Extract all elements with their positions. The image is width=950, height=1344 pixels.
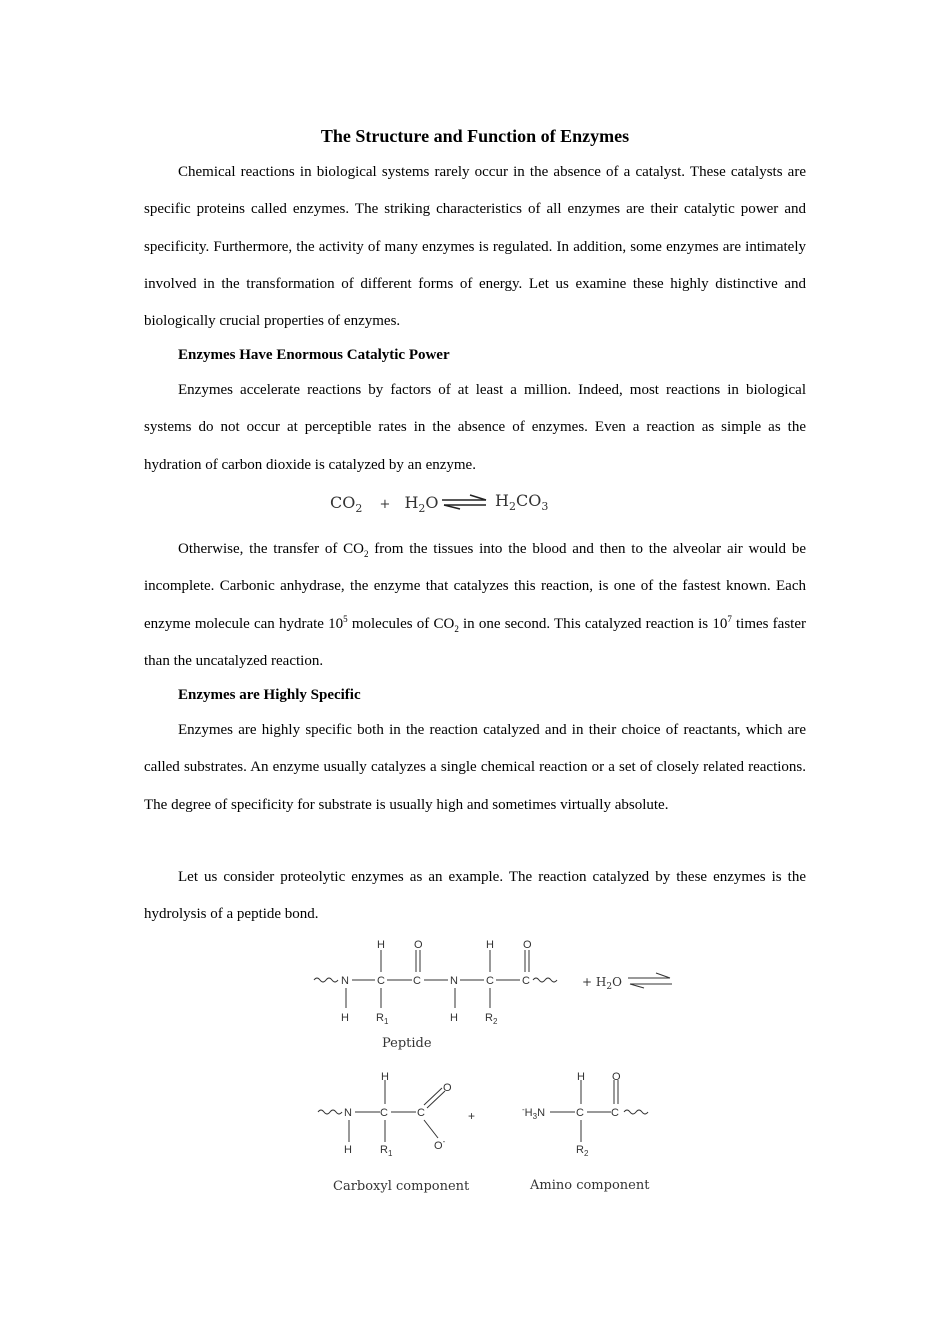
- svg-text:O: O: [443, 1082, 452, 1094]
- svg-text:O: O: [414, 939, 423, 951]
- svg-text:H: H: [450, 1012, 458, 1024]
- svg-text:R2: $R_2$: [576, 1144, 589, 1158]
- section-heading-catalytic-power: Enzymes Have Enormous Catalytic Power: [178, 347, 450, 363]
- peptide-caption: Peptide: [382, 1036, 432, 1051]
- svg-text:+ H2O: + $H_2O$: [582, 975, 622, 992]
- svg-text:R2: $R_2$: [485, 1012, 498, 1026]
- svg-text:C: C: [417, 1107, 425, 1119]
- section-heading-specificity: Enzymes are Highly Specific: [178, 687, 361, 703]
- svg-text:C: C: [380, 1107, 388, 1119]
- amino-caption: Amino component: [530, 1178, 650, 1193]
- svg-text:N: N: [341, 975, 349, 987]
- svg-text:R1: $R_1$: [380, 1144, 393, 1158]
- svg-text:C: C: [377, 975, 385, 987]
- carbonic-anhydrase-paragraph: Otherwise, the transfer of $CO_2$ from the tissues into the blood and then to the alveolar air would be incomplete. Carbonic anhydrase, the enzyme that catalyzes this reaction, is one of the fastest known. Each enzyme molecule can hydrate $10^5$ molecules of $CO_2$ in one second. This catalyzed reaction is $10^7$ times faster than the uncatalyzed reaction.: [144, 541, 806, 669]
- svg-text:H: H: [381, 1071, 389, 1083]
- peptide-hydrolysis-diagram: [300, 930, 700, 1210]
- svg-text:C: C: [522, 975, 530, 987]
- svg-text:O-: O-: [434, 1137, 446, 1152]
- svg-text:N: N: [344, 1107, 352, 1119]
- svg-text:-H3N: $^-H_3N$: [522, 1105, 546, 1121]
- svg-text:C: C: [486, 975, 494, 987]
- svg-text:C: C: [413, 975, 421, 987]
- wavy-bond-left-icon: [314, 978, 338, 982]
- specificity-paragraph: Enzymes are highly specific both in the reaction catalyzed and in their choice of reactants, which are called substrates. An enzyme usually catalyzes a single chemical reaction or a set of closely related reactions. The degree of specificity for substrate is usually high and sometimes virtually absolute.: [144, 722, 806, 813]
- svg-text:C: C: [611, 1107, 619, 1119]
- wavy-bond-right-icon: [533, 978, 557, 982]
- svg-text:H: H: [344, 1144, 352, 1156]
- equilibrium-arrow-icon: [440, 494, 490, 510]
- svg-text:+: +: [468, 1109, 476, 1123]
- proteolytic-paragraph: Let us consider proteolytic enzymes as an example. The reaction catalyzed by these enzymes is the hydrolysis of a peptide bond.: [144, 869, 806, 923]
- svg-text:H: H: [486, 939, 494, 951]
- intro-paragraph: Chemical reactions in biological systems rarely occur in the absence of a catalyst. These catalysts are specific proteins called enzymes. The striking characteristics of all enzymes are their catalytic power and specificity. Furthermore, the activity of many enzymes is regulated. In addition, some enzymes are intimately involved in the transformation of different forms of energy. Let us examine these highly distinctive and biologically crucial properties of enzymes.: [144, 164, 806, 330]
- svg-text:N: N: [450, 975, 458, 987]
- carboxyl-caption: Carboxyl component: [333, 1179, 470, 1194]
- catalytic-power-paragraph: Enzymes accelerate reactions by factors of at least a million. Indeed, most reactions in biological systems do not occur at perceptible rates in the absence of enzymes. Even a reaction as simple as the hydration of carbon dioxide is catalyzed by an enzyme.: [144, 382, 806, 473]
- equation-product: $H_2CO_3$: [495, 491, 549, 514]
- svg-text:C: C: [576, 1107, 584, 1119]
- svg-text:O: O: [523, 939, 532, 951]
- svg-text:O: O: [612, 1071, 621, 1083]
- page-title: The Structure and Function of Enzymes: [320, 126, 630, 146]
- svg-text:H: H: [377, 939, 385, 951]
- svg-text:R1: $R_1$: [376, 1012, 389, 1026]
- svg-text:H: H: [577, 1071, 585, 1083]
- hydration-equation: $CO_2 + H_2O$: [330, 493, 439, 516]
- svg-text:H: H: [341, 1012, 349, 1024]
